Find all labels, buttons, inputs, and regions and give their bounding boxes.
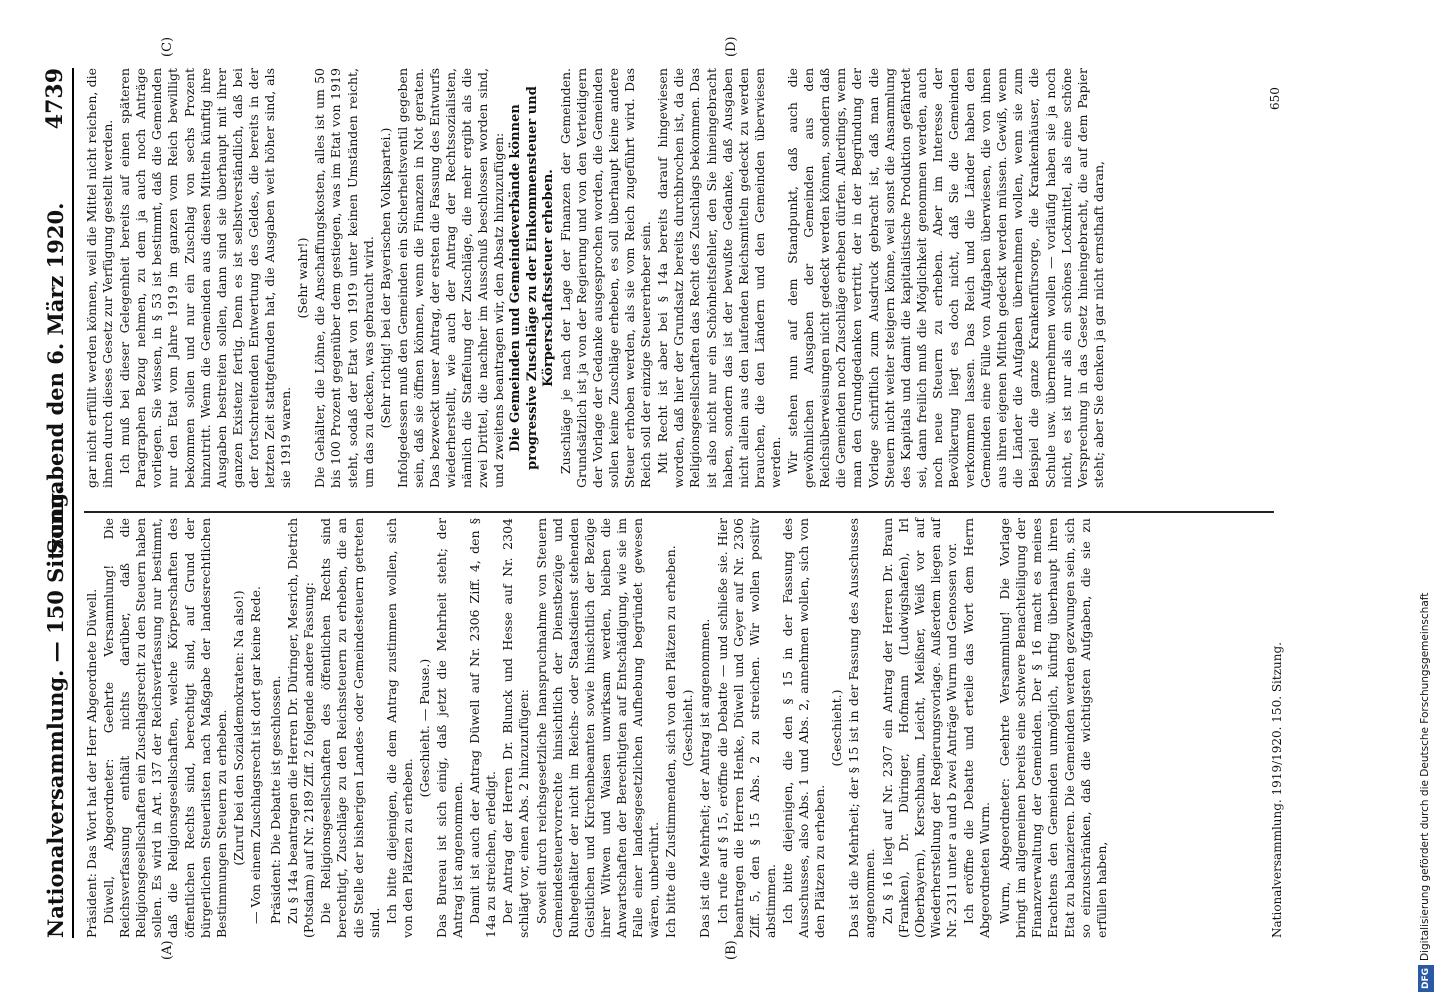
paragraph: — Von einem Zuschlagsrecht ist dort gar keine Rede. — [247, 586, 263, 924]
signature-number: 650 — [1268, 87, 1282, 110]
paragraph: Zu § 16 liegt auf Nr. 2307 ein Antrag der Herren Dr. Braun (Franken), Dr. Düringer, Hofmann (Ludwigshafen), Irl (Oberbayern), Kerschbaum, Leicht, Meißner, Weiß vor auf Wiederherstellung der Regierungsvorlage. Außerdem liegen auf Nr. 2311 unter a und b zwei Anträge Wurm und Genossen vor. — [879, 518, 959, 938]
paragraph: Der Antrag der Herren Dr. Blunck und Hesse auf Nr. 2304 schlägt vor, einen Abs. 2 hinzuzufügen: — [500, 518, 532, 938]
paragraph: Ich eröffne die Debatte und erteile das Wort dem Herrn Abgeordneten Wurm. — [960, 518, 993, 938]
digitization-credit — [1416, 8, 1432, 992]
footer-line: Nationalversammlung. 1919/1920. 150. Sitzung. — [1270, 642, 1284, 938]
header-left: Nationalversammlung. — 150 Sitzung. — [43, 485, 68, 938]
paragraph: Infolgedessen muß den Gemeinden ein Sicherheitsventil gegeben sein, daß sie öffnen können, wenn die Finanzen in Not geraten. Das bezweckt unser Antrag, der ersten die Fassung des Entwurfs wiederherstellt, wie auch der Antrag der Rechtssozialisten, nämlich die Staffelung der Zuschläge, die mehr ergibt als die zwei Drittel, die nachher im Ausschuß beschlossen worden sind, und zweitens beantragen wir, den Absatz hinzuzufügen: — [394, 68, 507, 488]
paragraph: Präsident: Das Wort hat der Herr Abgeordnete Düwell. — [84, 588, 99, 938]
margin-mark-a: (A) — [160, 940, 175, 960]
paragraph: Zuschläge je nach der Lage der Finanzen der Gemeinden. Grundsätzlich ist ja von der Regierung und von den Verteidigern der Vorlage der Gedanke ausgesprochen worden, die Gemeinden sollen keine Zuschläge erheben, es soll überhaupt keine andere Steuer erhoben werden, als sie vom Reich zugeführt wird. Das Reich soll der einzige Steuererheber sein. — [557, 68, 654, 488]
paragraph: Ich bitte die Zustimmenden, sich von den Plätzen zu erheben. — [663, 545, 679, 938]
paragraph: Die Religionsgesellschaften des öffentlichen Rechts sind berechtigt, Zuschläge zu den Reichssteuern zu erheben, die an die Stelle der bisherigen Landes- oder Gemeindesteuern getreten sind. — [318, 518, 382, 938]
paragraph: Die Gehälter, die Löhne, die Anschaffungskosten, alles ist um 50 bis 100 Prozent gegenüber dem gestiegen, was im Etat von 1919 steht, sodaß der Etat von 1919 unter keinen Umständen reicht, um das zu decken, was gebraucht wird. — [312, 68, 376, 488]
margin-mark-b: (B) — [724, 940, 739, 960]
left-column — [84, 518, 1264, 938]
credit-text: Digitalisierung gefördert durch die Deutsche Forschungsgemeinschaft — [1419, 592, 1431, 961]
paragraph: (Zuruf bei den Sozialdemokraten: Na also!) — [230, 590, 246, 866]
paragraph: (Sehr wahr!) — [295, 237, 311, 319]
paragraph: Ich rufe auf § 15, eröffne die Debatte — und schließe sie. Hier beantragen die Herren Henke, Düwell und Geyer auf Nr. 2306 Ziff. 5, den § 15 Abs. 2 zu streichen. Wir wollen positiv abstimmen. — [714, 518, 778, 938]
page-number: 4739 — [42, 68, 68, 130]
paragraph: Soweit durch reichsgesetzliche Inanspruchnahme von Steuern Gemeindesteuervorrechte hinsichtlich der Dienstbezüge und Ruhegehälter der nicht im Reichs- oder Staatsdienst stehenden Geistlichen und Kirchenbeamten sowie hinsichtlich der Bezüge ihrer Witwen und Waisen unwirksam werden, bleiben die Anwartschaften der Berechtigten auf Entschädigung, wie sie im Falle einer landesgesetzlichen Aufhebung begründet gewesen wären, unberührt. — [533, 518, 662, 938]
paragraph: Das Bureau ist sich einig, daß jetzt die Mehrheit steht; der Antrag ist angenommen. — [433, 518, 466, 938]
paragraph: Düwell, Abgeordneter: Geehrte Versammlung! Die Reichsverfassung enthält nichts darüber, daß die Religionsgesellschaften ein Zuschlagsrecht zu den Steuern haben sollen. Es wird in Art. 137 der Reichsverfassung nur bestimmt, daß die Religionsgesellschaften, welche Körperschaften des öffentlichen Rechts sind, berechtigt sind, auf Grund der bürgerlichen Steuerlisten nach Maßgabe der landesrechtlichen Bestimmungen Steuern zu erheben. — [101, 518, 229, 938]
paragraph: Das ist die Mehrheit; der § 15 ist in der Fassung des Ausschusses angenommen. — [846, 518, 878, 938]
paragraph: Damit ist auch der Antrag Düwell auf Nr. 2306 Ziff. 4, den § 14a zu streichen, erledigt. — [467, 518, 499, 938]
paragraph: Wurm, Abgeordneter: Geehrte Versammlung! Die Vorlage bringt im allgemeinen bereits eine schwere Benachteiligung der Finanzverwaltung der Gemeinden. Der § 16 macht es meines Erachtens den Gemeinden unmöglich, künftig überhaupt ihren Etat zu balanzieren. Die Gemeinden werden gezwungen sein, sich so einzuschränken, daß die wichtigsten Aufgaben, die sie zu erfüllen haben, — [997, 518, 1109, 938]
column-rule — [84, 511, 1274, 513]
paragraph: gar nicht erfüllt werden können, weil die Mittel nicht reichen, die ihnen durch dieses Gesetz zur Verfügung gestellt werden. — [84, 68, 116, 488]
paragraph: Ich bitte diejenigen, die dem Antrag zustimmen wollen, sich von den Plätzen zu erheben. — [383, 518, 415, 938]
paragraph: Zu § 14a beantragen die Herren Dr. Düringer, Mesrich, Dietrich (Potsdam) auf Nr. 2189 Ziff. 2 folgende andere Fassung: — [285, 518, 317, 938]
paragraph: (Sehr richtig! bei der Bayerischen Volkspartei.) — [377, 127, 393, 429]
right-column — [84, 68, 1264, 488]
paragraph: Präsident: Die Debatte ist geschlossen. — [268, 675, 284, 924]
page-header — [38, 68, 74, 938]
dfg-logo: DFG — [1418, 965, 1434, 992]
paragraph: Wir stehen nun auf dem Standpunkt, daß auch die gewöhnlichen Ausgaben der Gemeinden aus den Reichsüberweisungen nicht gedeckt werden können, sondern daß die Gemeinden noch Zuschläge erheben dürfen. Allerdings, wenn man den Grundgedanken vertritt, der in der Begründung der Vorlage schriftlich zum Ausdruck gebracht ist, daß man die Steuern nicht weiter steigern könne, weil sonst die Ansammlung des Kapitals und damit die kapitalistische Produktion gefährdet sei, dann freilich muß die Möglichkeit genommen werden, auch noch neue Steuern zu erheben. Aber im Interesse der Bevölkerung liegt es doch nicht, daß Sie die Gemeinden verkommen lassen. Das Reich und die Länder haben den Gemeinden eine Fülle von Aufgaben überwiesen, die von ihnen aus ihren eigenen Mitteln gedeckt werden müssen. Gewiß, wenn die Länder die Aufgaben übernehmen wollen, wenn sie zum Beispiel die ganze Krankenfürsorge, die Krankenhäuser, die Schule usw. übernehmen wollen — vorläufig haben sie ja noch nicht, es ist nur als ein schönes Lockmittel, als eine schöne Versprechung in das Gesetz hineingebracht, die auf dem Papier steht; aber Sie denken ja gar nicht ernsthaft daran, — [785, 68, 1106, 488]
header-date: Sonnabend den 6. März 1920. — [43, 202, 68, 554]
paragraph: Ich muß bei dieser Gelegenheit bereits auf einen späteren Paragraphen Bezug nehmen, zu dem ja auch noch Anträge vorliegen. Sie wissen, in § 53 ist bestimmt, daß die Gemeinden nur den Etat vom Jahre 1919 im ganzen vom Reich bewilligt bekommen sollen und nur ein Zuschlag von sechs Prozent hinzutritt. Wenn die Gemeinden aus diesen Mitteln künftig ihre Ausgaben bestreiten sollen, dann sind sie überhaupt mit ihrer ganzen Existenz fertig. Denn es ist selbstverständlich, daß bei der fortschreitenden Entwertung des Geldes, die bereits in der letzten Zeit stattgefunden hat, die Ausgaben weit höher sind, als sie 1919 waren. — [117, 68, 294, 488]
paragraph: (Geschieht.) — [680, 689, 696, 767]
paragraph: Ich bitte diejenigen, die den § 15 in der Fassung des Ausschusses, also Abs. 1 und Abs. 2, annehmen wollen, sich von den Plätzen zu erheben. — [779, 518, 828, 938]
margin-mark-d: (D) — [724, 36, 739, 57]
paragraph: Mit Recht ist aber bei § 14a bereits darauf hingewiesen worden, daß hier der Grundsatz bereits durchbrochen ist, da die Religionsgesellschaften das Recht des Zuschlags bekommen. Das ist also nicht nur ein Schönheitsfehler, den Sie hineingebracht haben, sondern das ist der bewußte Gedanke, daß Ausgaben nicht allein aus den laufenden Reichsmitteln gedeckt zu werden brauchen, die den Ländern und den Gemeinden überwiesen werden. — [655, 68, 783, 488]
paragraph: Das ist die Mehrheit; der Antrag ist angenommen. — [697, 618, 713, 938]
paragraph: Die Gemeinden und Gemeindeverbände können progressive Zuschläge zu der Einkommensteuer und Körperschaftssteuer erheben. — [508, 86, 556, 470]
paragraph: (Geschieht. — Pause.) — [416, 658, 432, 798]
margin-mark-c: (C) — [160, 36, 175, 57]
paragraph: (Geschieht.) — [829, 689, 845, 767]
